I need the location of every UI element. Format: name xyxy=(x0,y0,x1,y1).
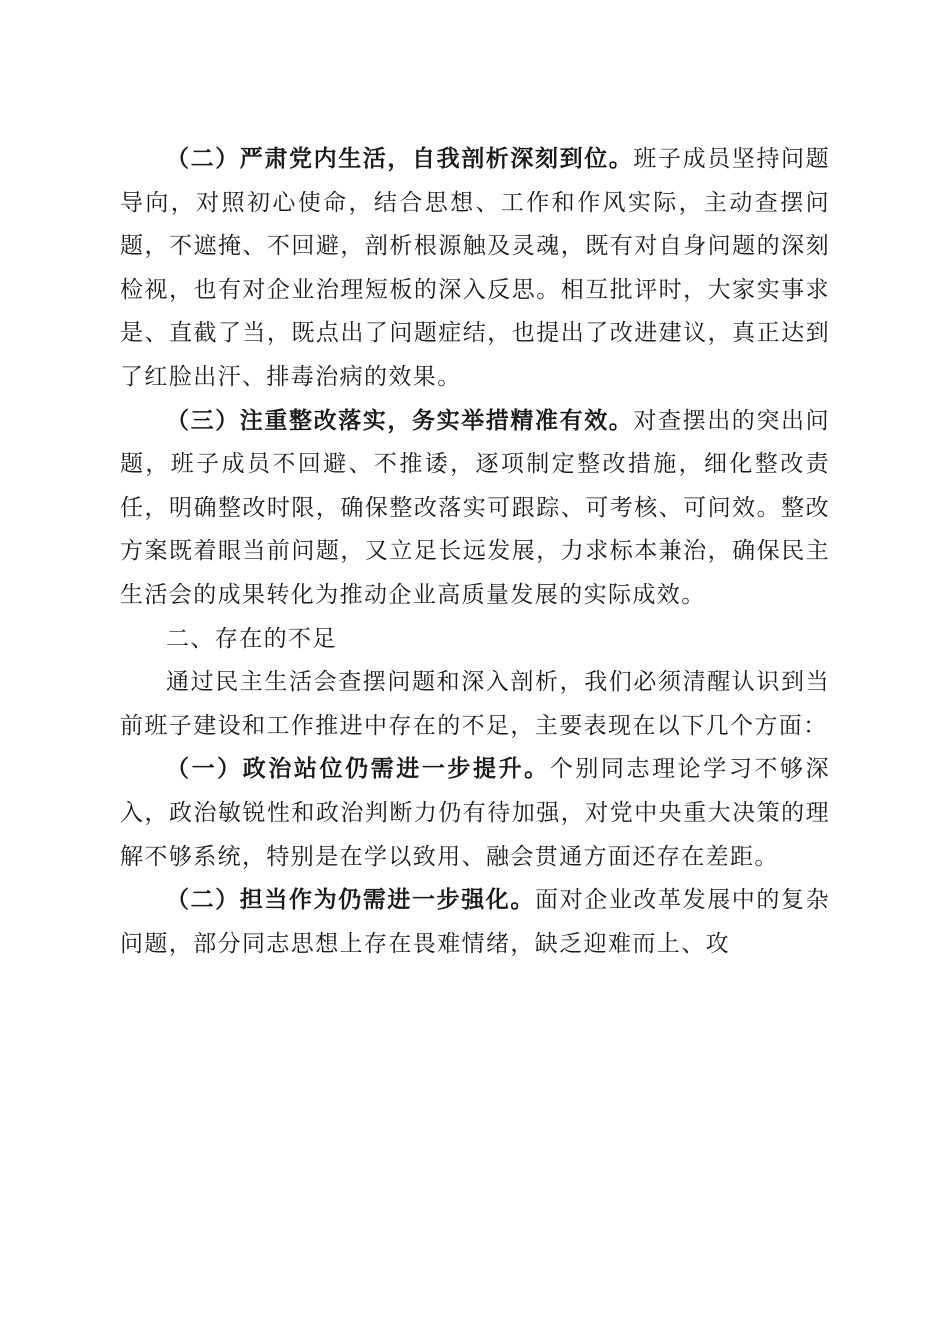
section-intro: 通过民主生活会查摆问题和深入剖析，我们必须清醒认识到当前班子建设和工作推进中存在的不足，主要表现在以下几个方面： xyxy=(120,669,830,739)
paragraph-strict-party-life xyxy=(120,138,830,400)
paragraph-political-stance xyxy=(120,748,830,879)
paragraph-lead: （一）政治站位仍需进一步提升。 xyxy=(166,756,550,783)
paragraph-lead: （三）注重整改落实，务实举措精准有效。 xyxy=(166,407,634,434)
paragraph-text: 对查摆出的突出问题，班子成员不回避、不推诿，逐项制定整改措施，细化整改责任，明确整改时限，确保整改落实可跟踪、可考核、可问效。整改方案既着眼当前问题，又立足长远发展，力求标本兼治，确保民主生活会的成果转化为推动企业高质量发展的实际成效。 xyxy=(120,407,830,608)
paragraph-text: 班子成员坚持问题导向，对照初心使命，结合思想、工作和作风实际，主动查摆问题，不遮掩、不回避，剖析根源触及灵魂，既有对自身问题的深刻检视，也有对企业治理短板的深入反思。相互批评时，大家实事求是、直截了当，既点出了问题症结，也提出了改进建议，真正达到了红脸出汗、排毒治病的效果。 xyxy=(120,146,830,390)
paragraph-responsibility xyxy=(120,879,830,966)
paragraph-lead: （二）担当作为仍需进一步强化。 xyxy=(166,887,535,914)
paragraph-text: 面对企业改革发展中的复杂问题，部分同志思想上存在畏难情绪，缺乏迎难而上、攻 xyxy=(120,887,830,957)
section-heading: 二、存在的不足 xyxy=(166,625,337,652)
paragraph-rectification xyxy=(120,400,830,618)
paragraph-text: 个别同志理论学习不够深入，政治敏锐性和政治判断力仍有待加强，对党中央重大决策的理解不够系统，特别是在学以致用、融会贯通方面还存在差距。 xyxy=(120,756,831,870)
document-body xyxy=(120,138,830,966)
paragraph-lead: （二）严肃党内生活，自我剖析深刻到位。 xyxy=(166,146,634,172)
